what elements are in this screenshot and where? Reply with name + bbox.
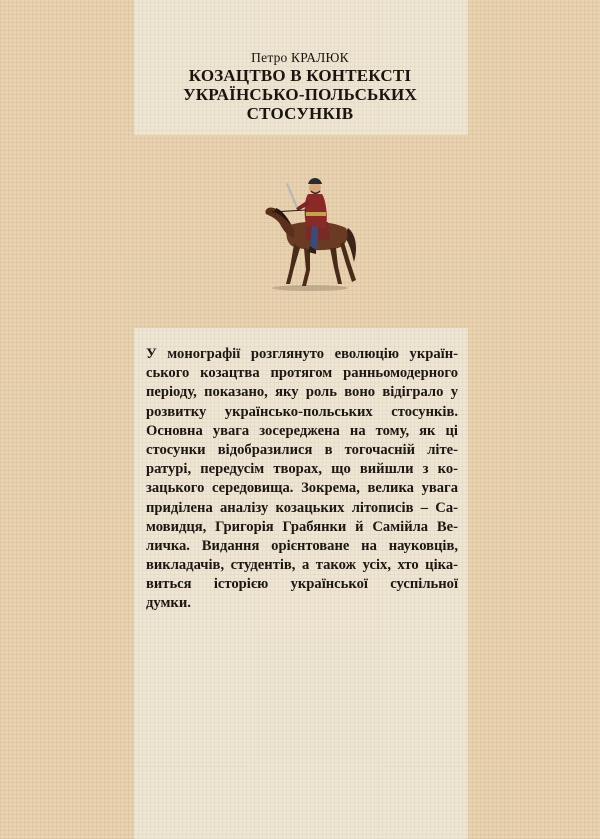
- annotation-line: викладачів, студентів, а також усіх, хто ціка-: [146, 557, 458, 574]
- annotation-line: приділена аналізу козацьких літописів – Са-: [146, 499, 458, 516]
- annotation-line: ського козацтва протягом ранньомодерного: [146, 365, 458, 382]
- book-annotation: [146, 345, 458, 614]
- annotation-line: У монографії розглянуто еволюцію україн-: [146, 346, 458, 362]
- annotation-line: ратурі, передусім творах, що вийшли з ко-: [146, 461, 458, 478]
- annotation-line: зацького середовища. Зокрема, велика увага: [146, 480, 458, 497]
- annotation-line: мовидця, Григорія Грабянки й Самійла Ве-: [146, 518, 458, 535]
- annotation-line: періоду, показано, яку роль воно відіграло у: [146, 384, 458, 401]
- annotation-line: Основна увага зосереджена на тому, як ці: [146, 422, 458, 439]
- annotation-line: личка. Видання орієнтоване на науковців,: [146, 537, 458, 554]
- annotation-line: виться історією української суспільної: [146, 576, 458, 593]
- book-title-line: УКРАЇНСЬКО-ПОЛЬСЬКИХ: [183, 85, 417, 104]
- annotation-line: думки.: [146, 595, 191, 612]
- annotation-line: стосунки відобразилися в тогочасній літе-: [146, 441, 458, 458]
- cossack-rider-illustration: [260, 170, 360, 300]
- book-title-line: СТОСУНКІВ: [246, 104, 354, 123]
- author-name: Петро КРАЛЮК: [251, 50, 349, 65]
- book-title: [0, 66, 600, 123]
- annotation-line: розвитку українсько-польських стосунків.: [146, 403, 458, 420]
- book-title-line: КОЗАЦТВО В КОНТЕКСТІ: [188, 66, 412, 85]
